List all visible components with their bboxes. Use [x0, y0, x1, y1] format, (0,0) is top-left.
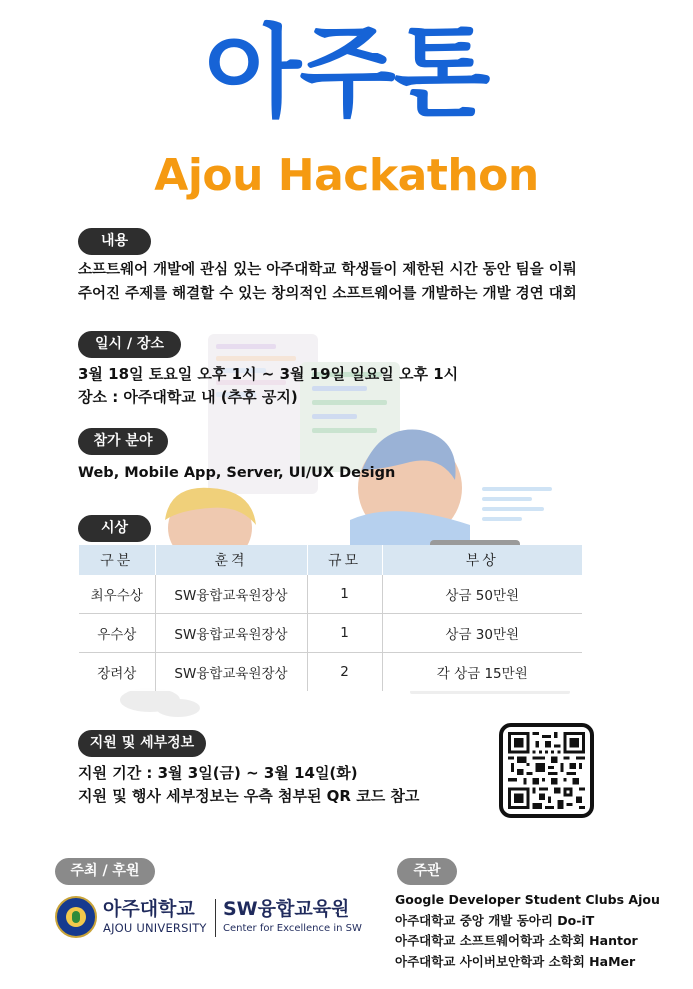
awards-header-title: 훈격 [155, 545, 307, 575]
section-label-fields: 참가 분야 [78, 428, 168, 455]
section-label-organizer: 주관 [397, 858, 457, 885]
awards-header-prize: 부상 [382, 545, 582, 575]
apply-line-2: 지원 및 행사 세부정보는 우측 첨부된 QR 코드 참고 [78, 787, 420, 805]
qr-code-icon[interactable] [499, 723, 594, 818]
award-count: 2 [307, 652, 382, 691]
table-row [79, 652, 582, 691]
sponsor-logo-english: Center for Excellence in SW [223, 923, 362, 934]
award-category: 장려상 [79, 652, 155, 691]
qr-code-pattern [508, 732, 585, 809]
section-label-content: 내용 [78, 228, 151, 255]
sponsor-logo-korean: SW융합교육원 [223, 898, 350, 920]
schedule-line-2: 장소 : 아주대학교 내 (추후 공지) [78, 388, 298, 406]
organizer-list [395, 890, 685, 972]
award-title: SW융합교육원장상 [155, 614, 307, 653]
section-label-host: 주최 / 후원 [55, 858, 155, 885]
awards-header-row [79, 545, 582, 575]
award-count: 1 [307, 575, 382, 614]
seal-leaf [72, 911, 80, 923]
content-line-2: 주어진 주제를 해결할 수 있는 창의적인 소프트웨어를 개발하는 개발 경연 대회 [78, 286, 577, 302]
award-category: 최우수상 [79, 575, 155, 614]
university-seal-icon [55, 896, 97, 938]
fields-line-1: Web, Mobile App, Server, UI/UX Design [78, 465, 396, 481]
schedule-line-1: 3월 18일 토요일 오후 1시 ~ 3월 19일 일요일 오후 1시 [78, 365, 459, 383]
list-item: 아주대학교 중앙 개발 동아리 Do-iT [395, 912, 595, 928]
title-english: Ajou Hackathon [154, 150, 539, 201]
title-korean: 아주톤 [204, 14, 489, 131]
award-title: SW융합교육원장상 [155, 652, 307, 691]
table-row [79, 575, 582, 614]
section-label-apply: 지원 및 세부정보 [78, 730, 206, 757]
award-prize: 상금 30만원 [382, 614, 582, 653]
award-count: 1 [307, 614, 382, 653]
awards-header-count: 규모 [307, 545, 382, 575]
award-category: 우수상 [79, 614, 155, 653]
award-prize: 상금 50만원 [382, 575, 582, 614]
list-item: 아주대학교 소프트웨어학과 소학회 Hantor [395, 933, 638, 948]
award-title: SW융합교육원장상 [155, 575, 307, 614]
apply-line-1: 지원 기간 : 3월 3일(금) ~ 3월 14일(화) [78, 764, 358, 782]
list-item: 아주대학교 사이버보안학과 소학회 HaMer [395, 953, 636, 969]
logo-divider [215, 899, 216, 937]
list-item: Google Developer Student Clubs Ajou [395, 892, 660, 907]
content-line-1: 소프트웨어 개발에 관심 있는 아주대학교 학생들이 제한된 시간 동안 팀을 이뤄 [78, 262, 577, 278]
host-logos [55, 896, 375, 942]
host-logo-english: AJOU UNIVERSITY [103, 921, 207, 935]
award-prize: 각 상금 15만원 [382, 652, 582, 691]
section-label-schedule: 일시 / 장소 [78, 331, 181, 358]
awards-header-category: 구분 [79, 545, 155, 575]
section-label-awards: 시상 [78, 515, 151, 542]
awards-table [79, 545, 582, 691]
table-row [79, 614, 582, 653]
host-logo-korean: 아주대학교 [103, 898, 195, 920]
